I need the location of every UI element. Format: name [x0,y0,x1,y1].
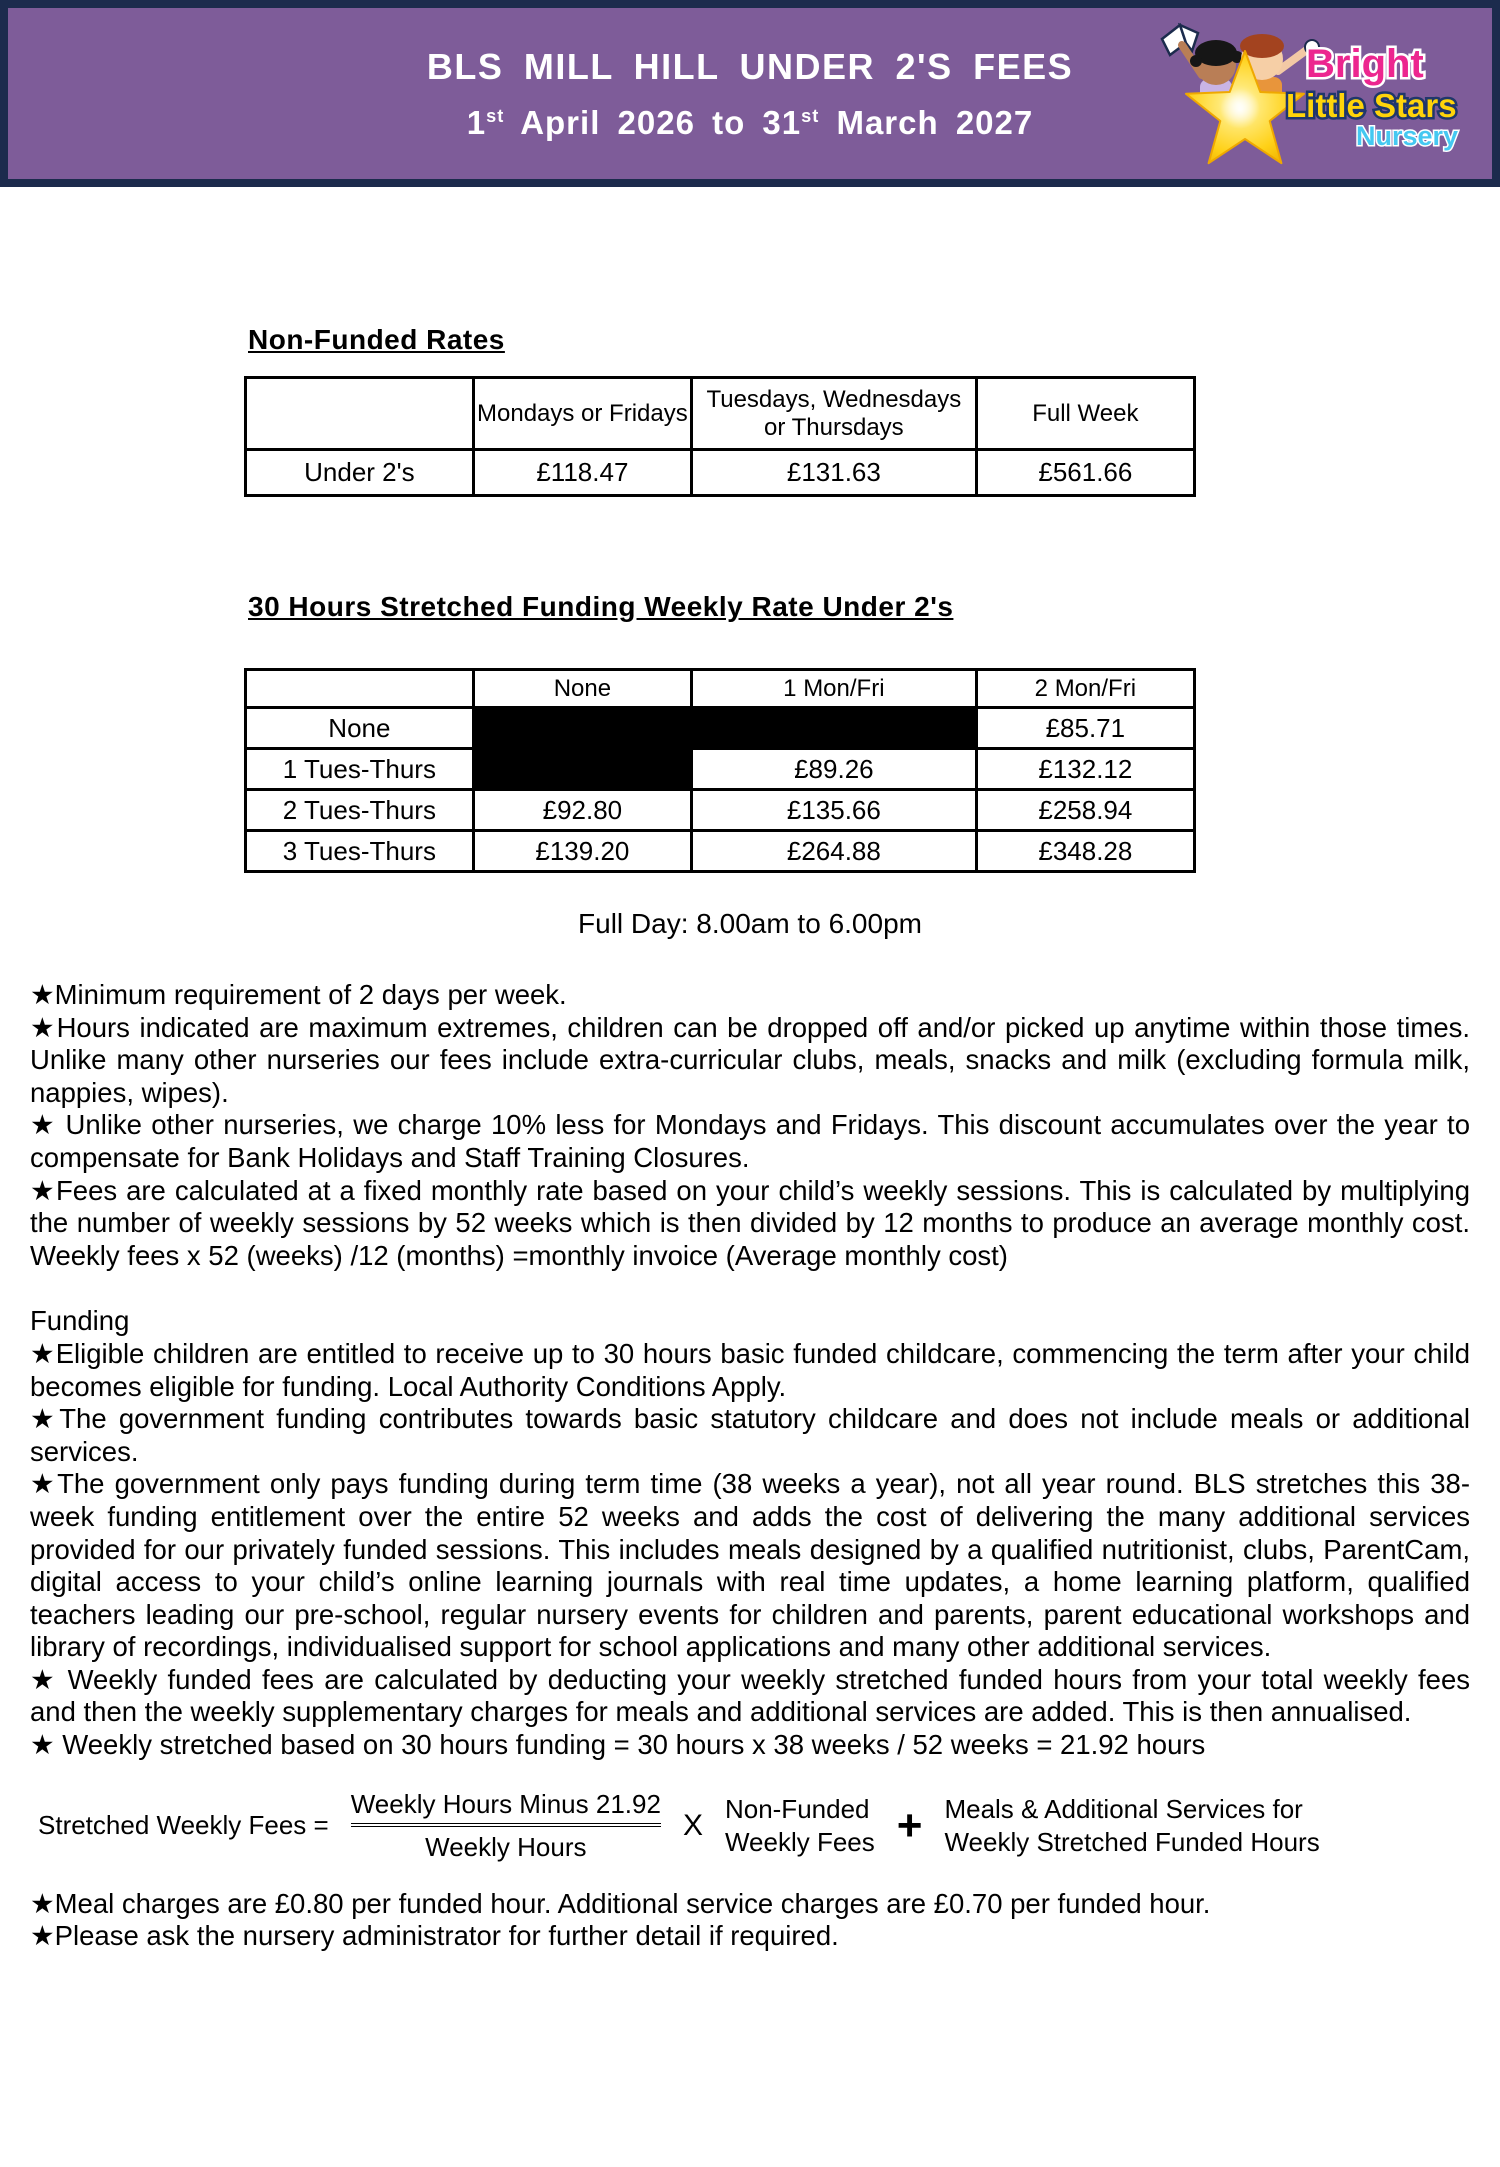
redacted-cell [473,749,691,790]
logo-graphic [1150,13,1480,181]
column-header-1-mon-fri: 1 Mon/Fri [692,670,977,708]
fee-value: £89.26 [692,749,977,790]
formula-numerator: Weekly Hours Minus 21.92 [351,1788,661,1828]
formula-factor [725,1793,875,1858]
column-header-mon-fri: Mondays or Fridays [473,378,691,450]
column-header-2-mon-fri: 2 Mon/Fri [976,670,1194,708]
funding-section-heading: Funding [30,1305,130,1337]
table-header-row [246,670,1195,708]
column-header-none: None [473,670,691,708]
table-row [246,450,1195,496]
date-part: 1 [466,103,487,141]
formula-lhs: Stretched Weekly Fees = [38,1810,329,1841]
logo-word-little-stars: Little Stars [1286,87,1457,124]
fee-value: £139.20 [473,831,691,872]
fee-value: £118.47 [473,450,691,496]
formula-denominator: Weekly Hours [425,1832,587,1863]
table-row [246,790,1195,831]
header-banner [0,0,1500,187]
bullet-paragraph: ★Eligible children are entitled to receive up to 30 hours basic funded childcare, commencing the term after your child becomes eligible for funding. Local Authority Conditions Apply. [30,1337,1470,1402]
formula-fraction [351,1788,661,1864]
formula-addend [944,1793,1319,1858]
fee-value: £135.66 [692,790,977,831]
row-label: 2 Tues-Thurs [246,790,474,831]
fee-value: £348.28 [976,831,1194,872]
date-range [467,104,1033,142]
policy-text-block [30,979,1470,1953]
column-header-empty [246,378,474,450]
row-label: None [246,708,474,749]
row-label: Under 2's [246,450,474,496]
table-row [246,831,1195,872]
bullet-paragraph: ★ Weekly funded fees are calculated by deducting your weekly stretched funded hours from your total weekly fees and then the weekly supplementary charges for meals and additional services are added. This is then annualised. [30,1663,1470,1728]
column-header-tue-thu: Tuesdays, Wednesdays or Thursdays [692,378,977,450]
logo-word-bright: Bright [1306,42,1424,86]
formula-plus-sign: + [896,1800,923,1850]
bullet-paragraph: ★Hours indicated are maximum extremes, children can be dropped off and/or picked up anytime within those times. Unlike many other nurseries our fees include extra-curricular clubs, meals, snacks and milk (excluding formula milk, nappies, wipes). [30,1011,1470,1108]
fee-value: £264.88 [692,831,977,872]
column-header-full-week: Full Week [976,378,1194,450]
date-part: April 2026 to 31 [504,103,802,141]
page-title: BLS MILL HILL UNDER 2'S FEES [426,45,1074,87]
logo-word-nursery: Nursery [1356,121,1459,151]
formula-factor-line: Non-Funded [724,1794,870,1825]
stretched-fees-formula [38,1788,1470,1864]
stretched-funding-table [244,668,1196,873]
bullet-paragraph: ★The government only pays funding during term time (38 weeks a year), not all year round. BLS stretches this 38-week funding entitlement over the entire 52 weeks and adds the cost of delivering the many additional services provided for our privately funded sessions. This includes meals designed by a qualified nutritionist, clubs, ParentCam, digital access to your child’s online learning journals with real time updates, a home learning platform, qualified teachers leading our pre-school, regular nursery events for children and parents, parent educational workshops and library of recordings, individualised support for school applications and many other additional services. [30,1468,1470,1663]
fee-value: £92.80 [473,790,691,831]
table-row [246,708,1195,749]
book-icon [1162,25,1198,55]
bullet-paragraph: ★ Unlike other nurseries, we charge 10% less for Mondays and Fridays. This discount accumulates over the year to compensate for Bank Holidays and Staff Training Closures. [30,1109,1470,1173]
fee-value: £258.94 [976,790,1194,831]
formula-factor-line: Weekly Fees [724,1826,875,1857]
bullet-paragraph: ★Fees are calculated at a fixed monthly rate based on your child’s weekly sessions. This is calculated by multiplying the number of weekly sessions by 52 weeks which is then divided by 12 months to produce an average monthly cost. Weekly fees x 52 (weeks) /12 (months) =monthly invoice (Average monthly cost) [30,1174,1470,1271]
fee-value: £561.66 [976,450,1194,496]
fee-value: £85.71 [976,708,1194,749]
date-part: March 2027 [819,103,1034,141]
bullet-paragraph: ★Minimum requirement of 2 days per week. [30,979,567,1010]
table-row [246,749,1195,790]
star-glow [1220,89,1260,129]
redacted-cell [473,708,976,749]
non-funded-rates-table [244,376,1196,497]
non-funded-rates-heading: Non-Funded Rates [248,324,505,355]
full-day-hours: Full Day: 8.00am to 6.00pm [578,908,922,939]
bullet-paragraph: ★Meal charges are £0.80 per funded hour. Additional service charges are £0.70 per funded hour. [30,1887,1211,1919]
formula-addend-line: Weekly Stretched Funded Hours [944,1826,1320,1857]
bullet-paragraph: ★Please ask the nursery administrator for further detail if required. [30,1920,839,1952]
formula-addend-line: Meals & Additional Services for [944,1794,1303,1825]
bullet-paragraph: ★The government funding contributes towards basic statutory childcare and does not include meals or additional services. [30,1403,1470,1467]
row-label: 3 Tues-Thurs [246,831,474,872]
fee-value: £131.63 [692,450,977,496]
date-superscript: st [486,105,505,126]
date-superscript: st [801,105,820,126]
table-header-row [246,378,1195,450]
row-label: 1 Tues-Thurs [246,749,474,790]
column-header-empty [246,670,474,708]
bright-little-stars-logo [1150,13,1480,181]
fee-value: £132.12 [976,749,1194,790]
bullet-paragraph: ★ Weekly stretched based on 30 hours funding = 30 hours x 38 weeks / 52 weeks = 21.92 hours [30,1729,1206,1761]
formula-multiply-sign: X [682,1808,703,1842]
stretched-funding-heading: 30 Hours Stretched Funding Weekly Rate Under 2's [248,591,954,622]
